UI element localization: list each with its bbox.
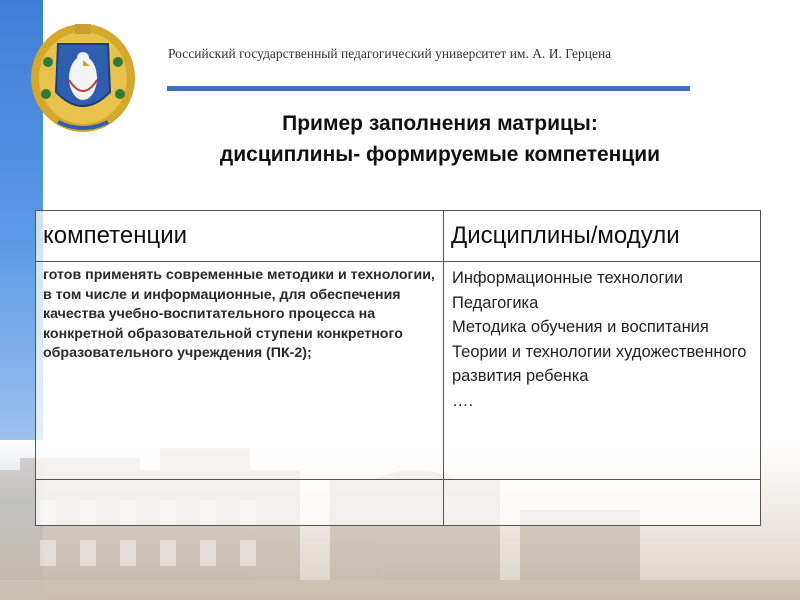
competence-matrix-table xyxy=(35,210,761,526)
empty-cell xyxy=(444,480,761,526)
header-disciplines: Дисциплины/модули xyxy=(444,211,761,262)
title-divider xyxy=(167,86,690,91)
disciplines-list xyxy=(444,262,760,413)
university-coat-of-arms-icon xyxy=(28,22,138,134)
table-row-empty xyxy=(36,480,761,526)
competence-cell xyxy=(36,262,444,480)
list-item: Информационные технологии xyxy=(452,269,683,287)
list-item: Теории и технологии художественного развития ребенка xyxy=(452,342,747,385)
slide-title xyxy=(150,108,730,170)
slide-title-line1: Пример заполнения матрицы: xyxy=(282,112,598,135)
list-item: …. xyxy=(452,391,474,410)
header-competences: компетенции xyxy=(36,211,444,262)
list-item: Педагогика xyxy=(452,293,539,312)
table-header-row xyxy=(36,211,761,262)
slide-title-line2: дисциплины- формируемые компетенции xyxy=(219,143,661,166)
empty-cell xyxy=(36,480,444,526)
competence-text: готов применять современные методики и технологии, в том числе и информационные, для обеспечения качества учебно-воспитательного процесса на конкретной образовательной ступени конкретного образовательного учреждения (ПК-2); xyxy=(43,267,435,362)
university-name: Российский государственный педагогический университет им. А. И. Герцена xyxy=(168,46,612,61)
list-item: Методика обучения и воспитания xyxy=(452,318,709,336)
table-row xyxy=(36,262,761,480)
disciplines-cell xyxy=(444,262,761,480)
